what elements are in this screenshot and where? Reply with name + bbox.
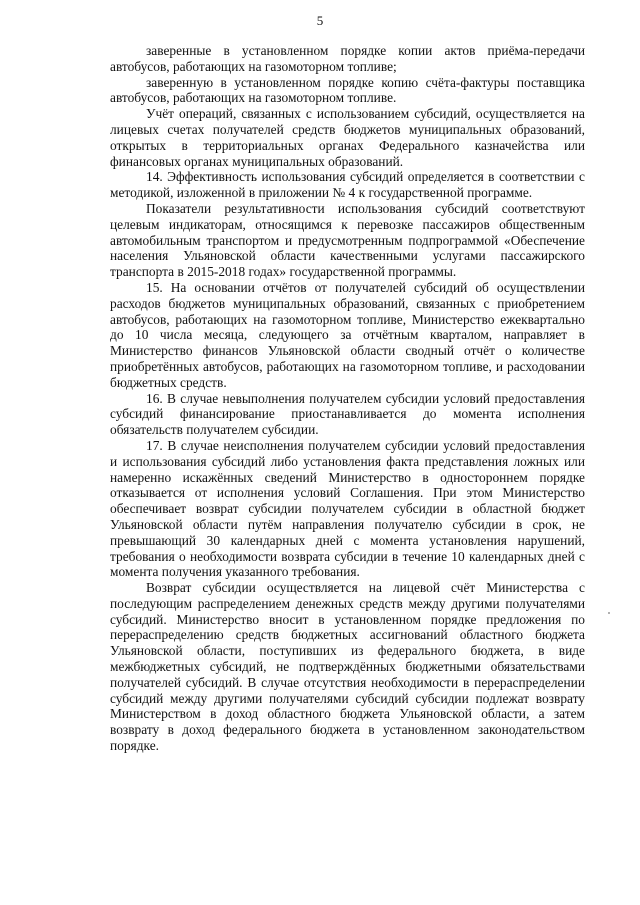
paragraph-clause-14: 14. Эффективность использования субсидий определяется в соответствии с методикой, изложенной в приложении № 4 к государственной программе. bbox=[110, 169, 585, 201]
paragraph-clause-15: 15. На основании отчётов от получателей субсидий об осуществлении расходов бюджетов муниципальных образований, связанных с приобретением автобусов, работающих на газомоторном топливе, Министерство ежеквартально до 10 числа месяца, следующего за отчётным кварталом, направляет в Министерство финансов Ульяновской области сводный отчёт о количестве приобретённых автобусов, работающих на газомоторном топливе, и расходовании бюджетных средств. bbox=[110, 279, 585, 390]
paragraph-invoice-copy: заверенную в установленном порядке копию счёта-фактуры поставщика автобусов, работающих на газомоторном топливе. bbox=[110, 74, 585, 106]
paragraph-subsidy-return: Возврат субсидии осуществляется на лицевой счёт Министерства с последующим распределением денежных средств между другими получателями субсидий. Министерство вносит в установленном порядке предложения по перераспределению средств бюджетных ассигнований областного бюджета Ульяновской области, поступивших из федерального бюджета, в виде межбюджетных субсидий, не подтверждённых бюджетными обязательствами получателей субсидий. В случае отсутствия необходимости в перераспределении субсидий между другими получателями субсидий субсидии подлежат возврату Министерством в доход областного бюджета Ульяновской области, а затем возврату в доход федерального бюджета в установленном законодательством порядке. bbox=[110, 580, 585, 754]
paragraph-clause-17: 17. В случае неисполнения получателем субсидии условий предоставления и использования субсидий либо установления факта представления ложных или намеренно искажённых сведений Министерство в одностороннем порядке отказывается от исполнения условий Соглашения. При этом Министерство обеспечивает возврат субсидии получателем субсидии в областной бюджет Ульяновской области путём направления получателю субсидии в срок, не превышающий 30 календарных дней с момента установления нарушений, требования о необходимости возврата субсидии в течение 10 календарных дней с момента получения указанного требования. bbox=[110, 437, 585, 580]
document-body bbox=[110, 43, 585, 754]
page-number: 5 bbox=[316, 13, 324, 28]
scan-mark bbox=[608, 612, 610, 614]
paragraph-performance-indicators: Показатели результативности использования субсидий соответствуют целевым индикаторам, относящимся к перевозке пассажиров общественным автомобильным транспортом и предусмотренным подпрограммой «Обеспечение населения Ульяновской области качественными услугами пассажирского транспорта в 2015-2018 годах» государственной программы. bbox=[110, 200, 585, 280]
paragraph-accounting: Учёт операций, связанных с использованием субсидий, осуществляется на лицевых счетах получателей средств бюджетов муниципальных образований, открытых в территориальных органах Федерального казначейства или финансовых органах муниципальных образований. bbox=[110, 106, 585, 169]
paragraph-clause-16: 16. В случае невыполнения получателем субсидии условий предоставления субсидий финансирование приостанавливается до момента исполнения обязательств получателем субсидии. bbox=[110, 390, 585, 438]
paragraph-acts-copies: заверенные в установленном порядке копии актов приёма-передачи автобусов, работающих на газомоторном топливе; bbox=[110, 43, 585, 74]
